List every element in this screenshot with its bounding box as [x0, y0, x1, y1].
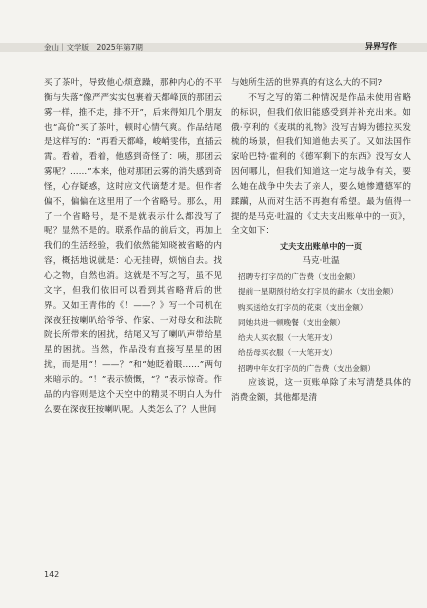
left-paragraph: 买了茶叶，导致他心烦意躁，那种内心的不平衡与失落“像严严实实包裹着天都峰顶的那团云雾一样，推不走，排不开”，后来得知几个朋友也“高价”买了茶叶，顿时心情气爽。作品结尾是这样写的：“再看天都峰，峻峭雯伟，直插云霄。看着，看着，他感到奇怪了：咦，那团云雾呢？……”本来，他对那团云雾的消失感到奇怪，心存疑惑，这时应文代谪楚才是。但作者偏不，偏偏在这里用了一个省略号。那么，用了一个省略号，是不是就表示什么都没写了呢？显然不是的。联系作品的前后文，再加上我们的生活经验，我们依然能知晓被省略的内容，概括地说就是：心无挂碍，烦恼自去。找心之物，自然也消。这就是不写之写，虽不见文字，但我们依旧可以看到其省略背后的世界。又如王青伟的《！——？》写一个司机在深夜狂按喇叭给爷爷、作家、一对母女和法院院长所带来的困扰，结尾又写了喇叭声带给星星的困扰。当然，作品没有直接写星星的困扰，而是用“！——？”和“她眨着眼……”两句来暗示的。“！”表示愤慨，“？”表示惊奇。作品的内容则是这个天空中的精灵不明白人为什么要在深夜狂按喇叭呢。人类怎么了？人世间 [44, 78, 222, 415]
memo-item: 招聘专打字员的广告费（支出金额） [238, 271, 360, 281]
right-paragraph-2: 不写之写的第二种情况是作品未使用省略的标识，但我们依旧能感受到并补充出来。如俄·亨利的《麦琪的礼物》没写吉姆为德拉买发梳的场景，但我们知道他去买了。又如法国作家哈巴特·霍利的《德军剩下的东西》没写女人因何哪儿，但我们知道这一定与战争有关，要么她在战争中失去了亲人，要么她惨遭德军的蹂躏，从而对生活不再抱有希望。最为值得一提的是马克·吐温的《丈夫支出账单中的一页》，全文如下： [231, 92, 411, 237]
memo-item: 给岳母买衣服（一大笔开支） [238, 348, 337, 358]
memo-author: 马克·吐温 [302, 256, 340, 267]
journal-issue: 金山｜文学版 2025年第7期 [44, 43, 143, 52]
page-number: 142 [44, 570, 60, 579]
memo-item: 给夫人买衣服（一大笔开支） [238, 333, 337, 343]
memo-item: 同她共进一顿晚餐（支出金额） [238, 317, 345, 327]
memo-item: 招聘中年女打字员的广告费（支出金额） [238, 363, 376, 373]
memo-title: 丈夫支出账单中的一页 [279, 241, 363, 252]
right-paragraph-3: 应该说，这一页账单除了未写清楚具体的消费金额，其他都是清 [231, 378, 411, 403]
right-column [231, 76, 411, 406]
section-title: 异界写作 [365, 42, 397, 51]
right-paragraph-1: 与她所生活的世界真的有这么大的不同? [231, 78, 383, 88]
memo-item: 提前一星期预付给女打字员的薪水（支出金额） [238, 287, 398, 297]
memo-item: 购买送给女打字员的花束（支出金额） [238, 302, 368, 312]
left-column [44, 76, 222, 417]
